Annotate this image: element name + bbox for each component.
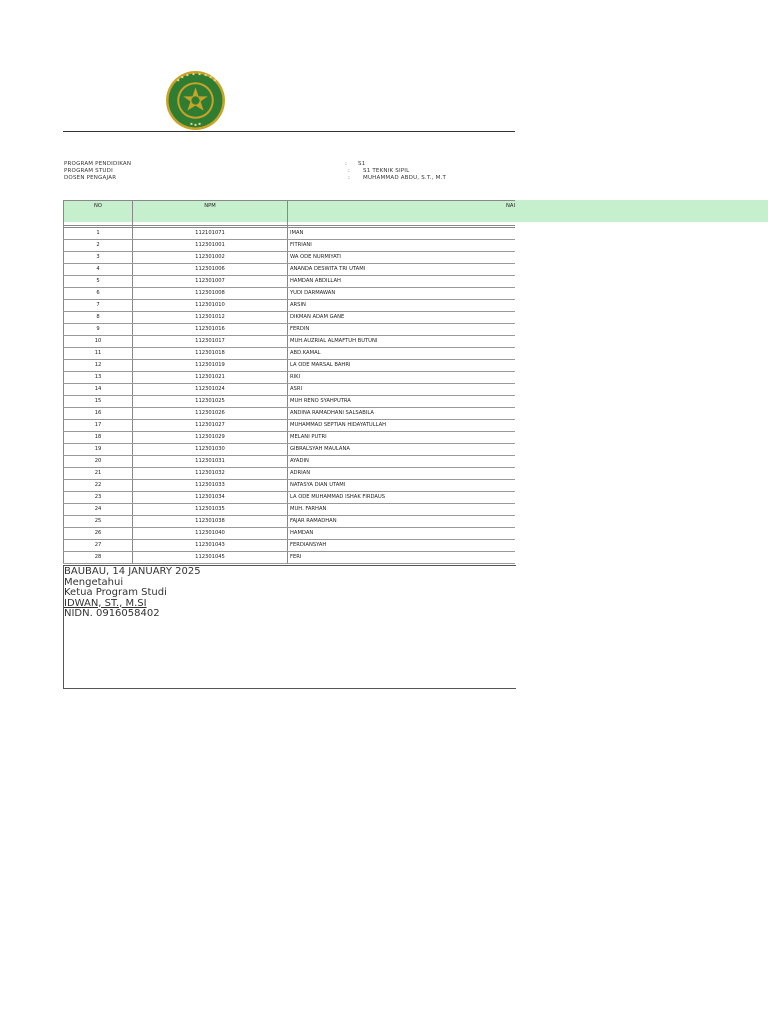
table-row: [64, 468, 516, 480]
row-nama: NATASYA DIAN UTAMI: [288, 480, 516, 492]
row-nama: WA ODE NURMIYATI: [288, 252, 516, 264]
row-npm: 112301019: [133, 360, 288, 372]
row-number: 7: [64, 300, 133, 312]
row-number: 1: [64, 228, 133, 240]
program-info-values: [358, 161, 446, 182]
dosen-pengajar-value: MUHAMMAD ABDU, S.T., M.T: [363, 175, 447, 181]
table-row: [64, 300, 516, 312]
row-npm: 112301030: [133, 444, 288, 456]
row-nama: ANDINA RAMADHANI SALSABILA: [288, 408, 516, 420]
place-date: BAUBAU, 14 JANUARY 2025: [64, 566, 201, 577]
table-row: [64, 504, 516, 516]
table-row: [64, 396, 516, 408]
table-row: [64, 312, 516, 324]
row-number: 16: [64, 408, 133, 420]
row-nama: ARSIN: [288, 300, 516, 312]
row-number: 22: [64, 480, 133, 492]
row-npm: 112101071: [133, 228, 288, 240]
row-npm: 112301021: [133, 372, 288, 384]
row-number: 11: [64, 348, 133, 360]
row-nama: DIKMAN ADAM GANE: [288, 312, 516, 324]
table-header-row: [64, 201, 516, 226]
table-row: [64, 384, 516, 396]
row-nama: MELANI PUTRI: [288, 432, 516, 444]
row-nama: FERDIANSYAH: [288, 540, 516, 552]
row-number: 9: [64, 324, 133, 336]
row-npm: 112301029: [133, 432, 288, 444]
row-npm: 112301012: [133, 312, 288, 324]
row-nama: IMAN: [288, 228, 516, 240]
row-npm: 112301017: [133, 336, 288, 348]
table-row: [64, 552, 516, 564]
row-nama: MUH.AUZRIAL ALMAFTUH BUTUNI: [288, 336, 516, 348]
row-npm: 112301035: [133, 504, 288, 516]
program-info-colons: [345, 161, 350, 182]
row-npm: 112301032: [133, 468, 288, 480]
signer-nidn: NIDN. 0916058402: [64, 608, 160, 619]
table-row: [64, 432, 516, 444]
colon: :: [345, 161, 348, 167]
table-row: [64, 336, 516, 348]
row-number: 10: [64, 336, 133, 348]
row-number: 2: [64, 240, 133, 252]
row-number: 20: [64, 456, 133, 468]
program-studi-value: S1 TEKNIK SIPIL: [363, 168, 410, 174]
row-npm: 112301006: [133, 264, 288, 276]
header-divider: [63, 131, 515, 132]
row-nama: ASRI: [288, 384, 516, 396]
row-npm: 112301018: [133, 348, 288, 360]
row-npm: 112301031: [133, 456, 288, 468]
row-number: 24: [64, 504, 133, 516]
row-npm: 112301016: [133, 324, 288, 336]
row-number: 8: [64, 312, 133, 324]
row-number: 18: [64, 432, 133, 444]
column-header-npm: NPM: [133, 201, 288, 226]
row-nama: MUH. FARHAN: [288, 504, 516, 516]
row-nama: ABD.KAMAL: [288, 348, 516, 360]
program-studi-label: PROGRAM STUDI: [64, 168, 113, 174]
row-number: 27: [64, 540, 133, 552]
table-row: [64, 264, 516, 276]
row-npm: 112301027: [133, 420, 288, 432]
table-row: [64, 408, 516, 420]
signer-name: IDWAN, ST., M.SI: [64, 597, 147, 609]
row-number: 12: [64, 360, 133, 372]
row-number: 15: [64, 396, 133, 408]
student-table: [63, 200, 515, 564]
row-number: 26: [64, 528, 133, 540]
row-npm: 112301040: [133, 528, 288, 540]
table-row: [64, 540, 516, 552]
table-body: [64, 226, 516, 564]
row-nama: MUHAMMAD SEPTIAN HIDAYATULLAH: [288, 420, 516, 432]
row-nama: YUDI DARMAWAN: [288, 288, 516, 300]
table-row: [64, 456, 516, 468]
row-npm: 112301025: [133, 396, 288, 408]
table-row: [64, 528, 516, 540]
table-row: [64, 276, 516, 288]
row-number: 21: [64, 468, 133, 480]
row-number: 13: [64, 372, 133, 384]
row-nama: LA ODE MUHAMMAD ISHAK FIRDAUS: [288, 492, 516, 504]
row-number: 17: [64, 420, 133, 432]
table-row: [64, 348, 516, 360]
row-nama: FITRIANI: [288, 240, 516, 252]
row-number: 28: [64, 552, 133, 564]
table-row: [64, 372, 516, 384]
colon: :: [348, 175, 351, 181]
row-nama: LA ODE MARSAL BAHRI: [288, 360, 516, 372]
table-row: [64, 480, 516, 492]
table-row: [64, 324, 516, 336]
row-nama: MUH RENO SYAHPUTRA: [288, 396, 516, 408]
signature-block: [64, 567, 201, 620]
row-npm: 112301001: [133, 240, 288, 252]
dosen-pengajar-label: DOSEN PENGAJAR: [64, 175, 117, 181]
row-npm: 112301043: [133, 540, 288, 552]
column-header-nama: NAI: [288, 201, 516, 226]
row-number: 4: [64, 264, 133, 276]
column-header-no: NO: [64, 201, 133, 226]
program-pendidikan-label: PROGRAM PENDIDIKAN: [64, 161, 132, 167]
row-npm: 112301024: [133, 384, 288, 396]
row-number: 25: [64, 516, 133, 528]
row-nama: HAMDAN: [288, 528, 516, 540]
signer-position: Ketua Program Studi: [64, 587, 167, 598]
table-row: [64, 516, 516, 528]
row-nama: FERI: [288, 552, 516, 564]
row-nama: HAMDAN ABDILLAH: [288, 276, 516, 288]
row-npm: 112301045: [133, 552, 288, 564]
row-number: 23: [64, 492, 133, 504]
row-npm: 112301034: [133, 492, 288, 504]
table-row: [64, 288, 516, 300]
row-npm: 112301033: [133, 480, 288, 492]
row-npm: 112301008: [133, 288, 288, 300]
row-npm: 112301002: [133, 252, 288, 264]
row-npm: 112301026: [133, 408, 288, 420]
row-number: 14: [64, 384, 133, 396]
table-row: [64, 252, 516, 264]
table-row: [64, 228, 516, 240]
row-nama: ANANDA DESWITA TRI UTAMI: [288, 264, 516, 276]
table-row: [64, 492, 516, 504]
row-npm: 112301007: [133, 276, 288, 288]
row-nama: AYADIN: [288, 456, 516, 468]
table-row: [64, 240, 516, 252]
university-seal-icon: [165, 70, 226, 131]
row-nama: ADRIAN: [288, 468, 516, 480]
row-nama: FAJAR RAMADHAN: [288, 516, 516, 528]
row-nama: GIBRALSYAH MAULANA: [288, 444, 516, 456]
program-info-labels: [64, 161, 131, 182]
row-number: 3: [64, 252, 133, 264]
table-row: [64, 444, 516, 456]
row-npm: 112301038: [133, 516, 288, 528]
table-row: [64, 360, 516, 372]
row-nama: RIKI: [288, 372, 516, 384]
acknowledged-text: Mengetahui: [64, 576, 124, 588]
row-number: 5: [64, 276, 133, 288]
colon: :: [348, 168, 351, 174]
table-row: [64, 420, 516, 432]
row-npm: 112301010: [133, 300, 288, 312]
row-nama: FERDIN: [288, 324, 516, 336]
row-number: 6: [64, 288, 133, 300]
row-number: 19: [64, 444, 133, 456]
program-pendidikan-value: S1: [358, 161, 366, 167]
